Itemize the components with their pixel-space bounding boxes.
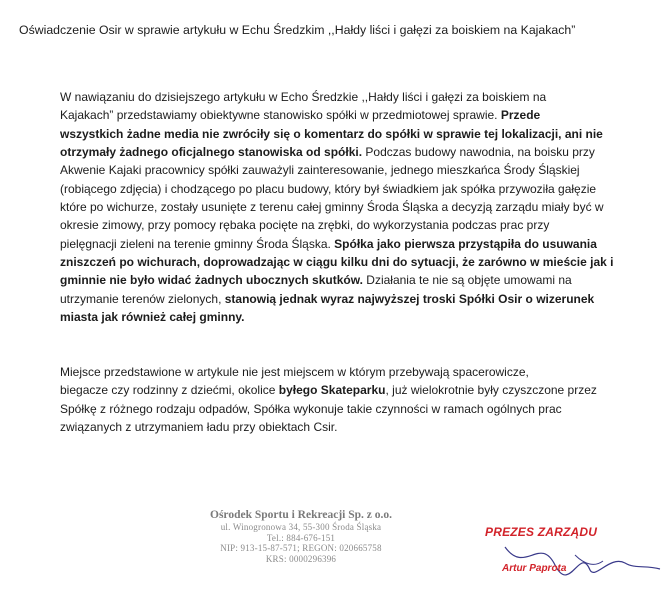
- text-segment: Podczas budowy nawodnia, na boisku przy: [362, 145, 595, 160]
- text-segment: utrzymanie terenów zielonych,: [60, 291, 225, 306]
- text-line: [60, 143, 650, 161]
- text-line: [60, 161, 650, 179]
- stamp-name: Artur Paprota: [502, 563, 567, 574]
- bold-text-segment: stanowią jednak wyraz najwyższej troski Spółki Osir o wizerunek: [224, 291, 595, 306]
- footer-ids: NIP: 913-15-87-571; REGON: 020665758: [220, 543, 382, 554]
- signature-scribble-icon: [485, 525, 665, 595]
- text-segment: które po wichurze, zostały usunięte z terenu całej gminny Środa Śląska a decyzją zarządu miały być w: [60, 200, 604, 215]
- document-title: Oświadczenie Osir w sprawie artykułu w Echu Średzkim ,,Hałdy liści i gałęzi za boiskiem na Kajakach”: [19, 23, 576, 37]
- bold-text-segment: gminnie nie było widać żadnych ubocznych skutków.: [60, 273, 363, 288]
- text-line: [60, 418, 650, 436]
- text-line: [60, 400, 650, 418]
- text-segment: W nawiązaniu do dzisiejszego artykułu w Echo Średzkie ,,Hałdy liści i gałęzi za boiskiem na: [60, 90, 547, 104]
- text-segment: Kajakach” przedstawiamy obiektywne stanowisko spółki w przedmiotowej sprawie.: [60, 108, 501, 123]
- text-line: [60, 253, 650, 271]
- text-line: [60, 106, 650, 124]
- company-footer: [176, 508, 426, 564]
- text-line: [60, 198, 650, 216]
- footer-org-name: Ośrodek Sportu i Rekreacji Sp. z o.o.: [210, 509, 392, 521]
- text-line: [60, 180, 650, 198]
- text-line: [60, 271, 650, 289]
- text-line: [60, 216, 650, 234]
- bold-text-segment: Spółka jako pierwsza przystąpiła do usuwania: [334, 236, 597, 251]
- text-line: [60, 125, 650, 143]
- text-segment: pielęgnacji zieleni na terenie gminny Środa Śląska.: [60, 236, 335, 251]
- text-segment: okresie zimowy, przy pomocy rębaka pocięte na zrębki, do wykorzystania podczas prac przy: [60, 218, 550, 233]
- text-segment: biegacze czy rodzinny z dziećmi, okolice: [60, 383, 279, 398]
- text-segment: Działania te nie są objęte umowami na: [362, 273, 572, 288]
- text-line: [60, 88, 650, 106]
- bold-text-segment: byłego Skateparku: [278, 383, 386, 398]
- text-segment: Akwenie Kajaki pracownicy spółki zauważyli zainteresowanie, jednego mieszkańca Środy Śląskiej: [60, 163, 580, 178]
- footer-krs: KRS: 0000296396: [265, 553, 337, 564]
- bold-text-segment: otrzymały żadnego oficjalnego stanowiska od spółki.: [60, 145, 363, 160]
- bold-text-segment: miasta jak również całej gminny.: [60, 310, 245, 325]
- text-segment: , już wielokrotnie były czyszczone przez: [385, 383, 597, 398]
- text-segment: Miejsce przedstawione w artykule nie jest miejscem w którym przebywają spacerowicze,: [60, 365, 529, 379]
- signature-stamp: [485, 525, 665, 595]
- paragraph-2: [60, 363, 650, 436]
- text-line: [60, 381, 650, 399]
- bold-text-segment: zniszczeń po wichurach, doprowadzając w ciągu kilku dni do sytuacji, że zarówno w mieście jak i: [60, 255, 614, 270]
- bold-text-segment: wszystkich żadne media nie zwróciły się o komentarz do spółki w sprawie tej lokalizacji, ani nie: [60, 126, 603, 141]
- text-segment: (robiącego zdjęcia) i chodzącego po placu budowy, który był świadkiem jak spółka przywoziła gałęzie: [60, 181, 597, 196]
- text-segment: związanych z utrzymaniem ładu przy obiektach Csir.: [60, 420, 338, 435]
- footer-phone: Tel.: 884-676-151: [266, 532, 336, 543]
- bold-text-segment: Przede: [500, 108, 541, 123]
- stamp-role: PREZES ZARZĄDU: [485, 525, 598, 539]
- text-line: [60, 308, 650, 326]
- text-segment: Spółkę z różnego rodzaju odpadów, Spółka wykonuje takie czynności w ramach ogólnych prac: [60, 401, 562, 416]
- text-line: [60, 235, 650, 253]
- paragraph-1: [60, 88, 650, 326]
- footer-address: ul. Winogronowa 34, 55-300 Środa Śląska: [220, 522, 382, 532]
- text-line: [60, 290, 650, 308]
- text-line: [60, 363, 650, 381]
